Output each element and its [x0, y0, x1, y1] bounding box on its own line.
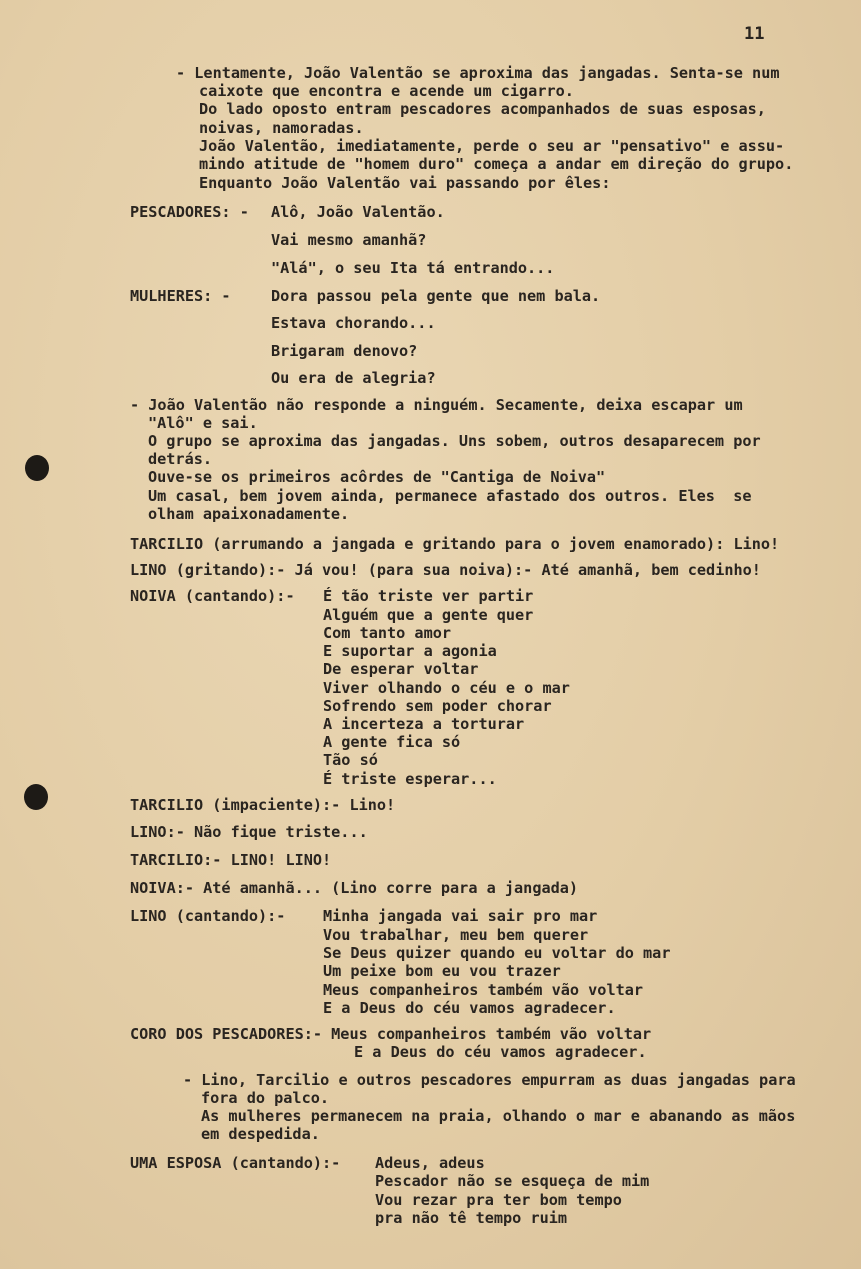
script-line: UMA ESPOSA (cantando):- [130, 1154, 341, 1172]
script-line: João Valentão, imediatamente, perde o seu ar "pensativo" e assu- [199, 137, 785, 155]
script-line: "Alô" e sai. [148, 414, 258, 432]
script-line: CORO DOS PESCADORES:- Meus companheiros também vão voltar [130, 1025, 652, 1043]
script-line: - João Valentão não responde a ninguém. Secamente, deixa escapar um [130, 396, 743, 414]
script-line: NOIVA:- Até amanhã... (Lino corre para a jangada) [130, 879, 579, 897]
script-line: pra não tê tempo ruim [375, 1209, 568, 1227]
script-line: NOIVA (cantando):- [130, 587, 295, 605]
script-line: mindo atitude de "homem duro" começa a andar em direção do grupo. [199, 155, 794, 173]
script-line: Ouve-se os primeiros acôrdes de "Cantiga de Noiva" [148, 468, 606, 486]
script-line: detrás. [148, 450, 213, 468]
script-line: Pescador não se esqueça de mim [375, 1172, 650, 1190]
script-line: E a Deus do céu vamos agradecer. [354, 1043, 647, 1061]
script-line: noivas, namoradas. [199, 119, 364, 137]
script-line: Enquanto João Valentão vai passando por êles: [199, 174, 611, 192]
script-line: PESCADORES: - [130, 203, 249, 221]
script-line: caixote que encontra e acende um cigarro. [199, 82, 574, 100]
script-line: "Alá", o seu Ita tá entrando... [271, 259, 555, 277]
script-line: LINO (gritando):- Já vou! (para sua noiva):- Até amanhã, bem cedinho! [130, 561, 761, 579]
script-line: Alguém que a gente quer [323, 606, 534, 624]
script-line: - Lino, Tarcilio e outros pescadores empurram as duas jangadas para [183, 1071, 796, 1089]
script-line: Estava chorando... [271, 314, 436, 332]
script-line: Meus companheiros também vão voltar [323, 981, 644, 999]
script-line: em despedida. [201, 1125, 320, 1143]
script-line: Com tanto amor [323, 624, 452, 642]
script-line: LINO:- Não fique triste... [130, 823, 368, 841]
script-line: TARCILIO (arrumando a jangada e gritando para o jovem enamorado): Lino! [130, 535, 780, 553]
script-line: Um casal, bem jovem ainda, permanece afastado dos outros. Eles se [148, 487, 752, 505]
script-line: E suportar a agonia [323, 642, 497, 660]
script-line: E a Deus do céu vamos agradecer. [323, 999, 616, 1017]
script-line: - Lentamente, João Valentão se aproxima das jangadas. Senta-se num [176, 64, 780, 82]
binder-hole-bottom [24, 784, 48, 810]
script-line: LINO (cantando):- [130, 907, 286, 925]
script-line: Vou rezar pra ter bom tempo [375, 1191, 622, 1209]
script-line: MULHERES: - [130, 287, 231, 305]
script-line: De esperar voltar [323, 660, 479, 678]
script-line: Se Deus quizer quando eu voltar do mar [323, 944, 671, 962]
script-line: A gente fica só [323, 733, 461, 751]
script-line: Do lado oposto entram pescadores acompanhados de suas esposas, [199, 100, 766, 118]
script-line: Sofrendo sem poder chorar [323, 697, 552, 715]
script-line: As mulheres permanecem na praia, olhando o mar e abanando as mãos [201, 1107, 796, 1125]
script-line: TARCILIO (impaciente):- Lino! [130, 796, 396, 814]
script-line: Vai mesmo amanhã? [271, 231, 427, 249]
binder-hole-top [25, 455, 49, 481]
script-line: Viver olhando o céu e o mar [323, 679, 570, 697]
script-line: O grupo se aproxima das jangadas. Uns sobem, outros desaparecem por [148, 432, 761, 450]
script-line: Adeus, adeus [375, 1154, 485, 1172]
script-line: Brigaram denovo? [271, 342, 418, 360]
script-line: Ou era de alegria? [271, 369, 436, 387]
script-line: É triste esperar... [323, 770, 497, 788]
script-line: Alô, João Valentão. [271, 203, 445, 221]
script-line: Vou trabalhar, meu bem querer [323, 926, 589, 944]
script-line: TARCILIO:- LINO! LINO! [130, 851, 332, 869]
script-line: Um peixe bom eu vou trazer [323, 962, 561, 980]
page-number: 11 [744, 24, 765, 44]
script-line: olham apaixonadamente. [148, 505, 350, 523]
script-line: fora do palco. [201, 1089, 330, 1107]
script-line: Tão só [323, 751, 378, 769]
script-line: A incerteza a torturar [323, 715, 525, 733]
script-line: É tão triste ver partir [323, 587, 534, 605]
script-line: Minha jangada vai sair pro mar [323, 907, 598, 925]
script-line: Dora passou pela gente que nem bala. [271, 287, 601, 305]
